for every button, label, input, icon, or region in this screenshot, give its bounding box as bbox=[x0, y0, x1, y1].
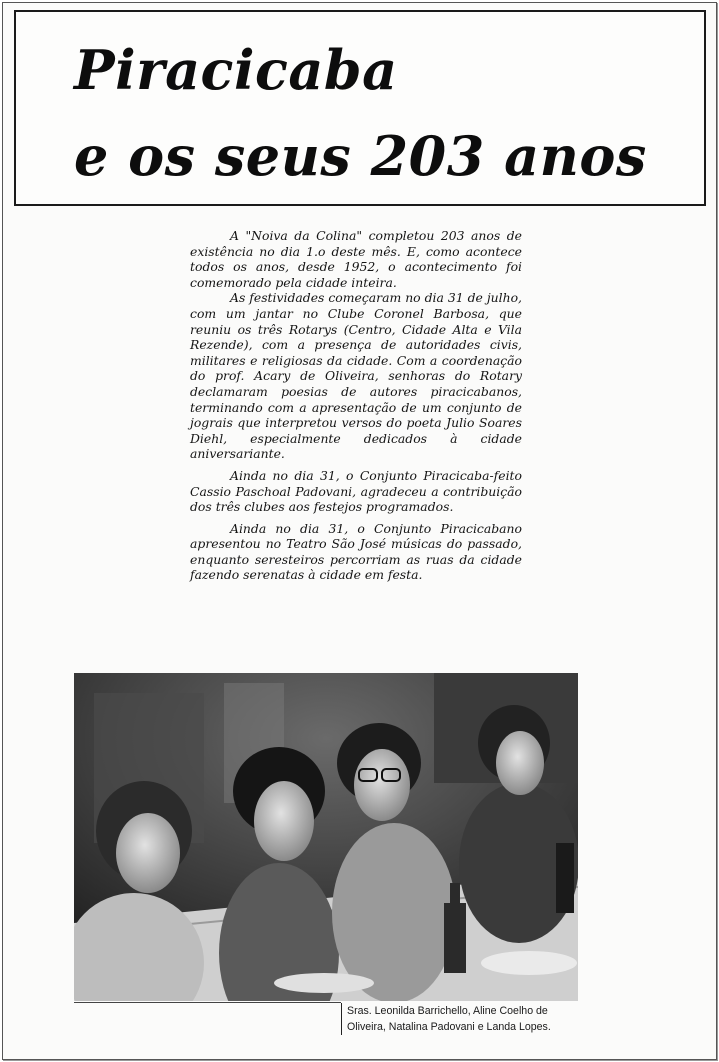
photo-illustration bbox=[74, 673, 578, 1001]
article-paragraph-3: Ainda no dia 31, o Conjunto Piracicaba-feito Cassio Paschoal Padovani, agradeceu a contribuição dos três clubes aos festejos programados. bbox=[190, 467, 522, 515]
headline-box bbox=[14, 10, 706, 206]
headline-line-2: e os seus 203 anos bbox=[74, 124, 647, 188]
article-body bbox=[190, 228, 522, 583]
photo-rule bbox=[74, 1002, 341, 1003]
article-paragraph-1: A "Noiva da Colina" completou 203 anos de existência no dia 1.o deste mês. E, como acontece todos os anos, desde 1952, o acontecimento foi comemorado pela cidade inteira. bbox=[190, 228, 522, 290]
article-paragraph-4: Ainda no dia 31, o Conjunto Piracicabano apresentou no Teatro São José músicas do passado, enquanto seresteiros percorriam as ruas da cidade fazendo serenatas à cidade em festa. bbox=[190, 520, 522, 583]
headline-line-1: Piracicaba bbox=[74, 38, 398, 102]
photo-caption: Sras. Leonilda Barrichello, Aline Coelho de Oliveira, Natalina Padovani e Landa Lopes. bbox=[341, 1003, 583, 1035]
article-paragraph-2: As festividades começaram no dia 31 de julho, com um jantar no Clube Coronel Barbosa, que reuniu os três Rotarys (Centro, Cidade Alta e Vila Rezende), com a presença de autoridades civis, militares e religiosas da cidade. Com a coordenação do prof. Acary de Oliveira, senhoras do Rotary declamaram poesias de autores piracicabanos, terminando com a apresentação de um conjunto de jograis que interpretou versos do poeta Julio Soares Diehl, especialmente dedicados à cidade aniversariante. bbox=[190, 290, 522, 462]
photo-four-women-at-dinner bbox=[74, 673, 578, 1001]
